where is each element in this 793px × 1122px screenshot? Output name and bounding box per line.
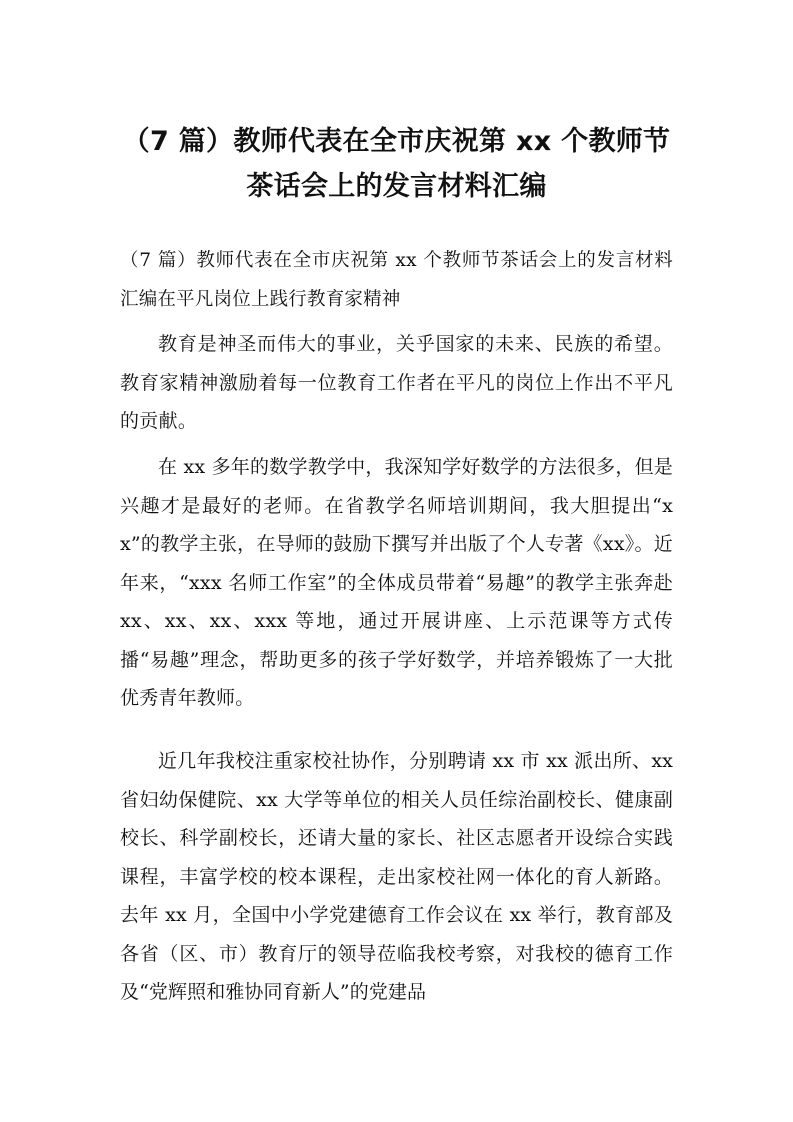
body-paragraph-1: 教育是神圣而伟大的事业，关乎国家的未来、民族的希望。教育家精神激励着每一位教育工作者在平凡的岗位上作出不平凡的贡献。 — [120, 333, 673, 432]
document-title-line-2: 茶话会上的发言材料汇编 — [246, 171, 547, 202]
body-paragraph-3: 近几年我校注重家校社协作，分别聘请 xx 市 xx 派出所、xx 省妇幼保健院、xx 大学等单位的相关人员任综治副校长、健康副校长、科学副校长，还请大量的家长、社区志愿者开设综合实践课程，丰富学校的校本课程，走出家校社网一体化的育人新路。去年 xx 月，全国中小学党建德育工作会议在 xx 举行，教育部及各省（区、市）教育厅的领导莅临我校考察，对我校的德育工作及“党辉照和雅协同育新人”的党建品 — [120, 750, 673, 1003]
document-title-line-1: （7 篇）教师代表在全市庆祝第 xx 个教师节 — [122, 126, 671, 157]
body-paragraph-2: 在 xx 多年的数学教学中，我深知学好数学的方法很多，但是兴趣才是最好的老师。在省教学名师培训期间，我大胆提出“xx”的教学主张，在导师的鼓励下撰写并出版了个人专著《xx》。近年来，“xxx 名师工作室”的全体成员带着“易趣”的教学主张奔赴 xx、xx、xx、xxx 等地，通过开展讲座、上示范课等方式传播“易趣”理念，帮助更多的孩子学好数学，并培养锻炼了一大批优秀青年教师。 — [120, 456, 673, 709]
document-subtitle-paragraph: （7 篇）教师代表在全市庆祝第 xx 个教师节茶话会上的发言材料汇编在平凡岗位上践行教育家精神 — [120, 250, 673, 310]
